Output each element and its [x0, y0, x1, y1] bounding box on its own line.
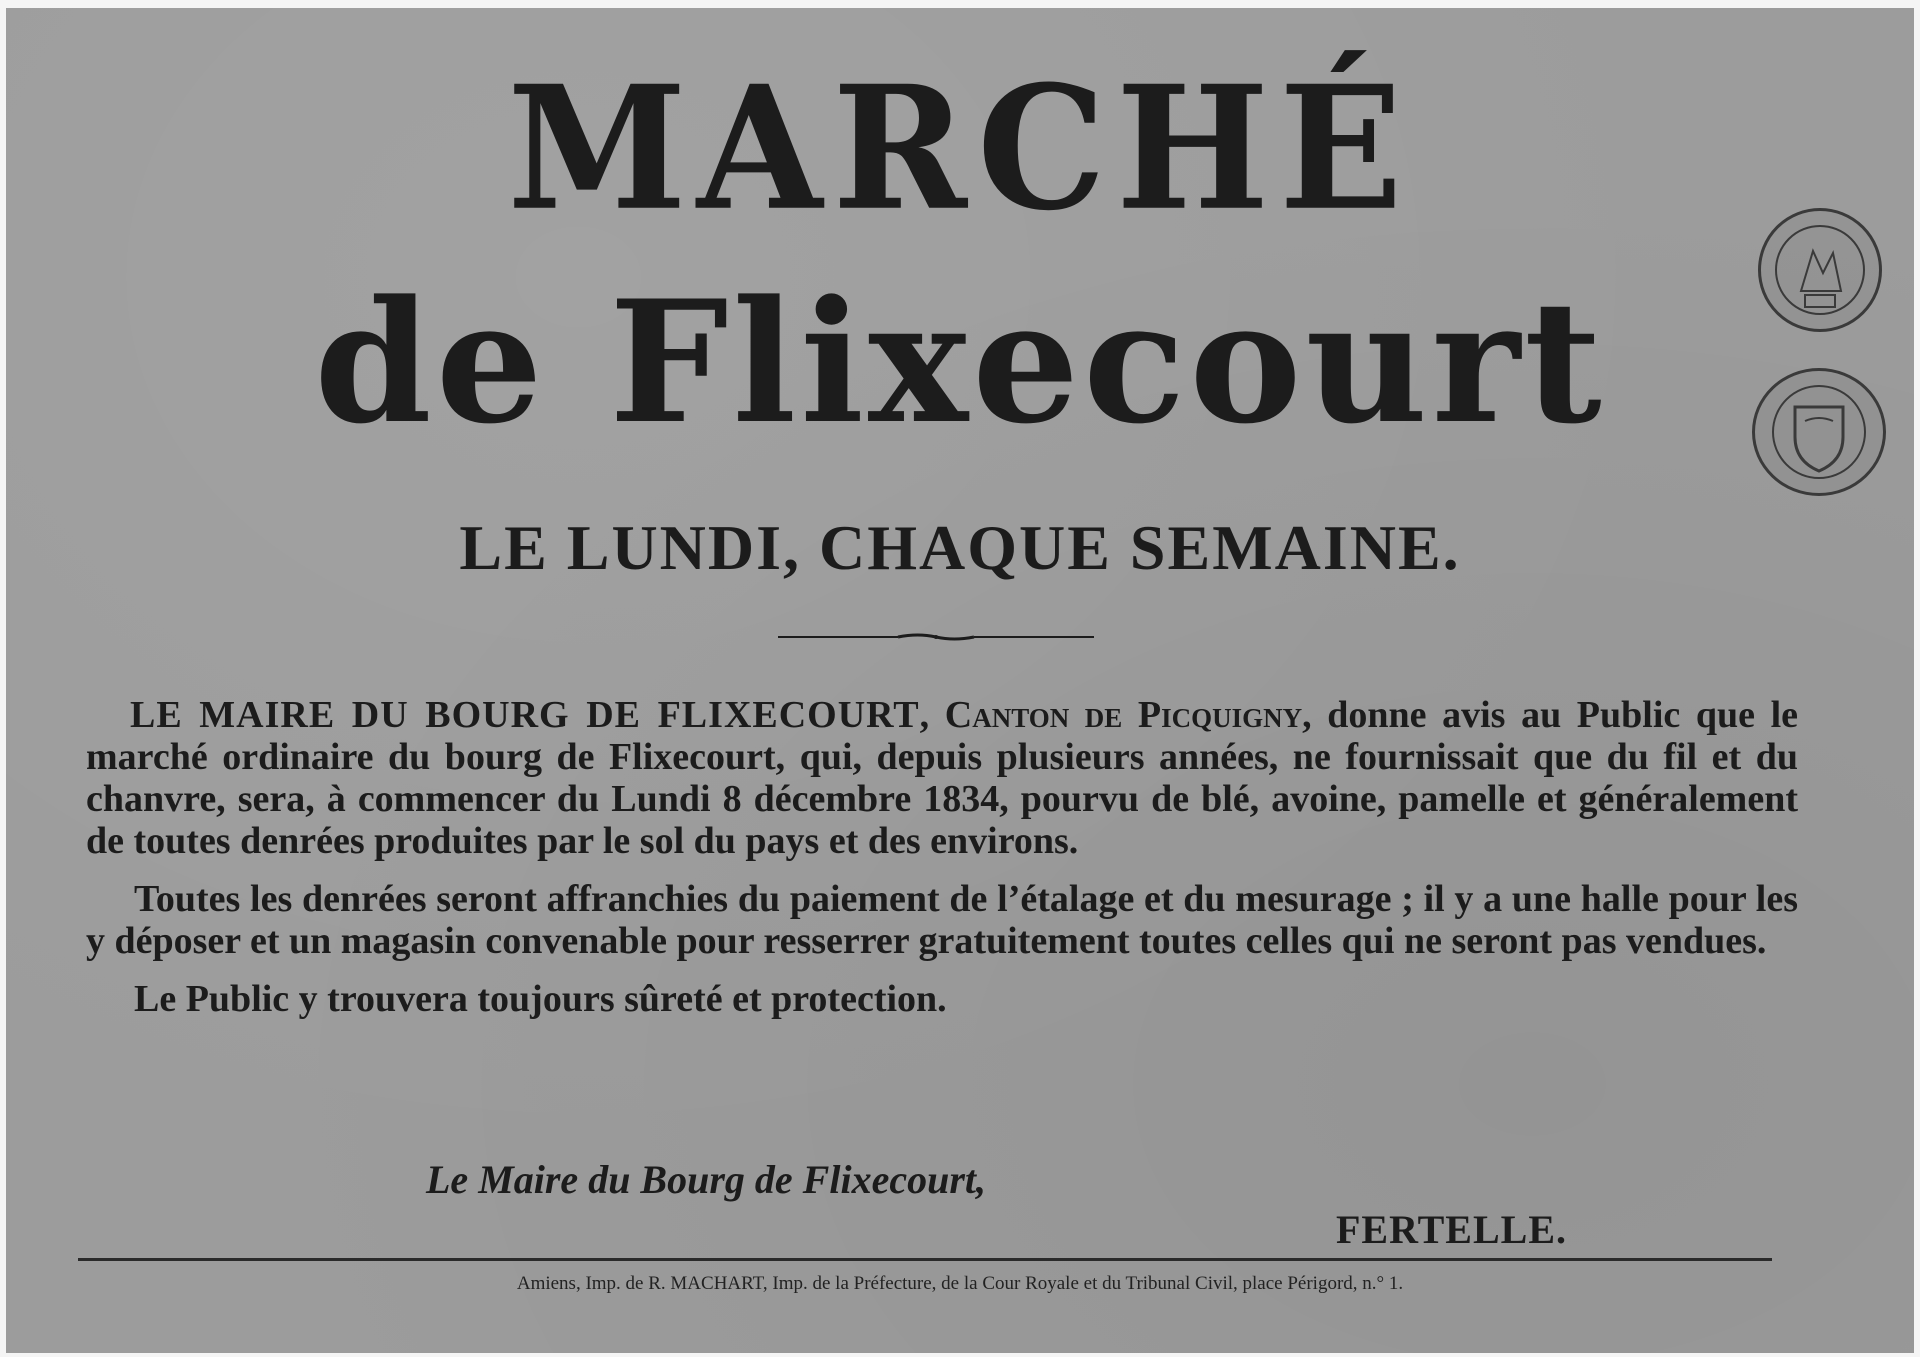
notice-paragraph-2: Toutes les denrées seront affranchies du paiement de l’étalage et du mesurage ; il y a une halle pour les y déposer et un magasin convenable pour resserrer gratuitement toutes celles qui ne seront pas vendues. [86, 878, 1798, 962]
poster-sheet [6, 8, 1914, 1353]
notice-paragraph-1-text: , donne avis au Public que le marché ordinaire du bourg de Flixecourt, qui, depuis plusieurs années, ne fournissait que du fil et du chanvre, sera, à commencer du Lundi 8 décembre 1834, pourvu de blé, avoine, pamelle et généralement de toutes denrées produites par le sol du pays et des environs. [86, 694, 1799, 862]
notice-paragraph-1: LE MAIRE DU BOURG DE FLIXECOURT, Canton de Picquigny, donne avis au Public que le marché ordinaire du bourg de Flixecourt, qui, depuis plusieurs années, ne fournissait que du fil et du chanvre, sera, à commencer du Lundi 8 décembre 1834, pourvu de blé, avoine, pamelle et généralement de toutes denrées produites par le sol du pays et des environs. [86, 694, 1799, 862]
mayor-title: LE MAIRE DU BOURG DE FLIXECOURT [130, 694, 920, 736]
poster-schedule: LE LUNDI, CHAQUE SEMAINE. [459, 512, 1461, 583]
ornamental-rule [778, 632, 1094, 642]
signature-name: FERTELLE. [1336, 1207, 1567, 1252]
tax-stamp-icon [1752, 368, 1886, 496]
signature-title: Le Maire du Bourg de Flixecourt, [426, 1157, 987, 1202]
bottom-rule [78, 1258, 1772, 1261]
poster-title: MARCHÉ [507, 49, 1413, 249]
printer-imprint: Amiens, Imp. de R. MACHART, Imp. de la Préfecture, de la Cour Royale et du Tribunal Civil, place Périgord, n.° 1. [516, 1273, 1404, 1294]
poster-subtitle: de Flixecourt [314, 263, 1606, 461]
tax-stamp-icon [1758, 208, 1882, 332]
canton-name: Canton de Picquigny [944, 694, 1303, 736]
notice-body [86, 694, 1798, 1036]
notice-paragraph-3: Le Public y trouvera toujours sûreté et protection. [134, 978, 947, 1020]
